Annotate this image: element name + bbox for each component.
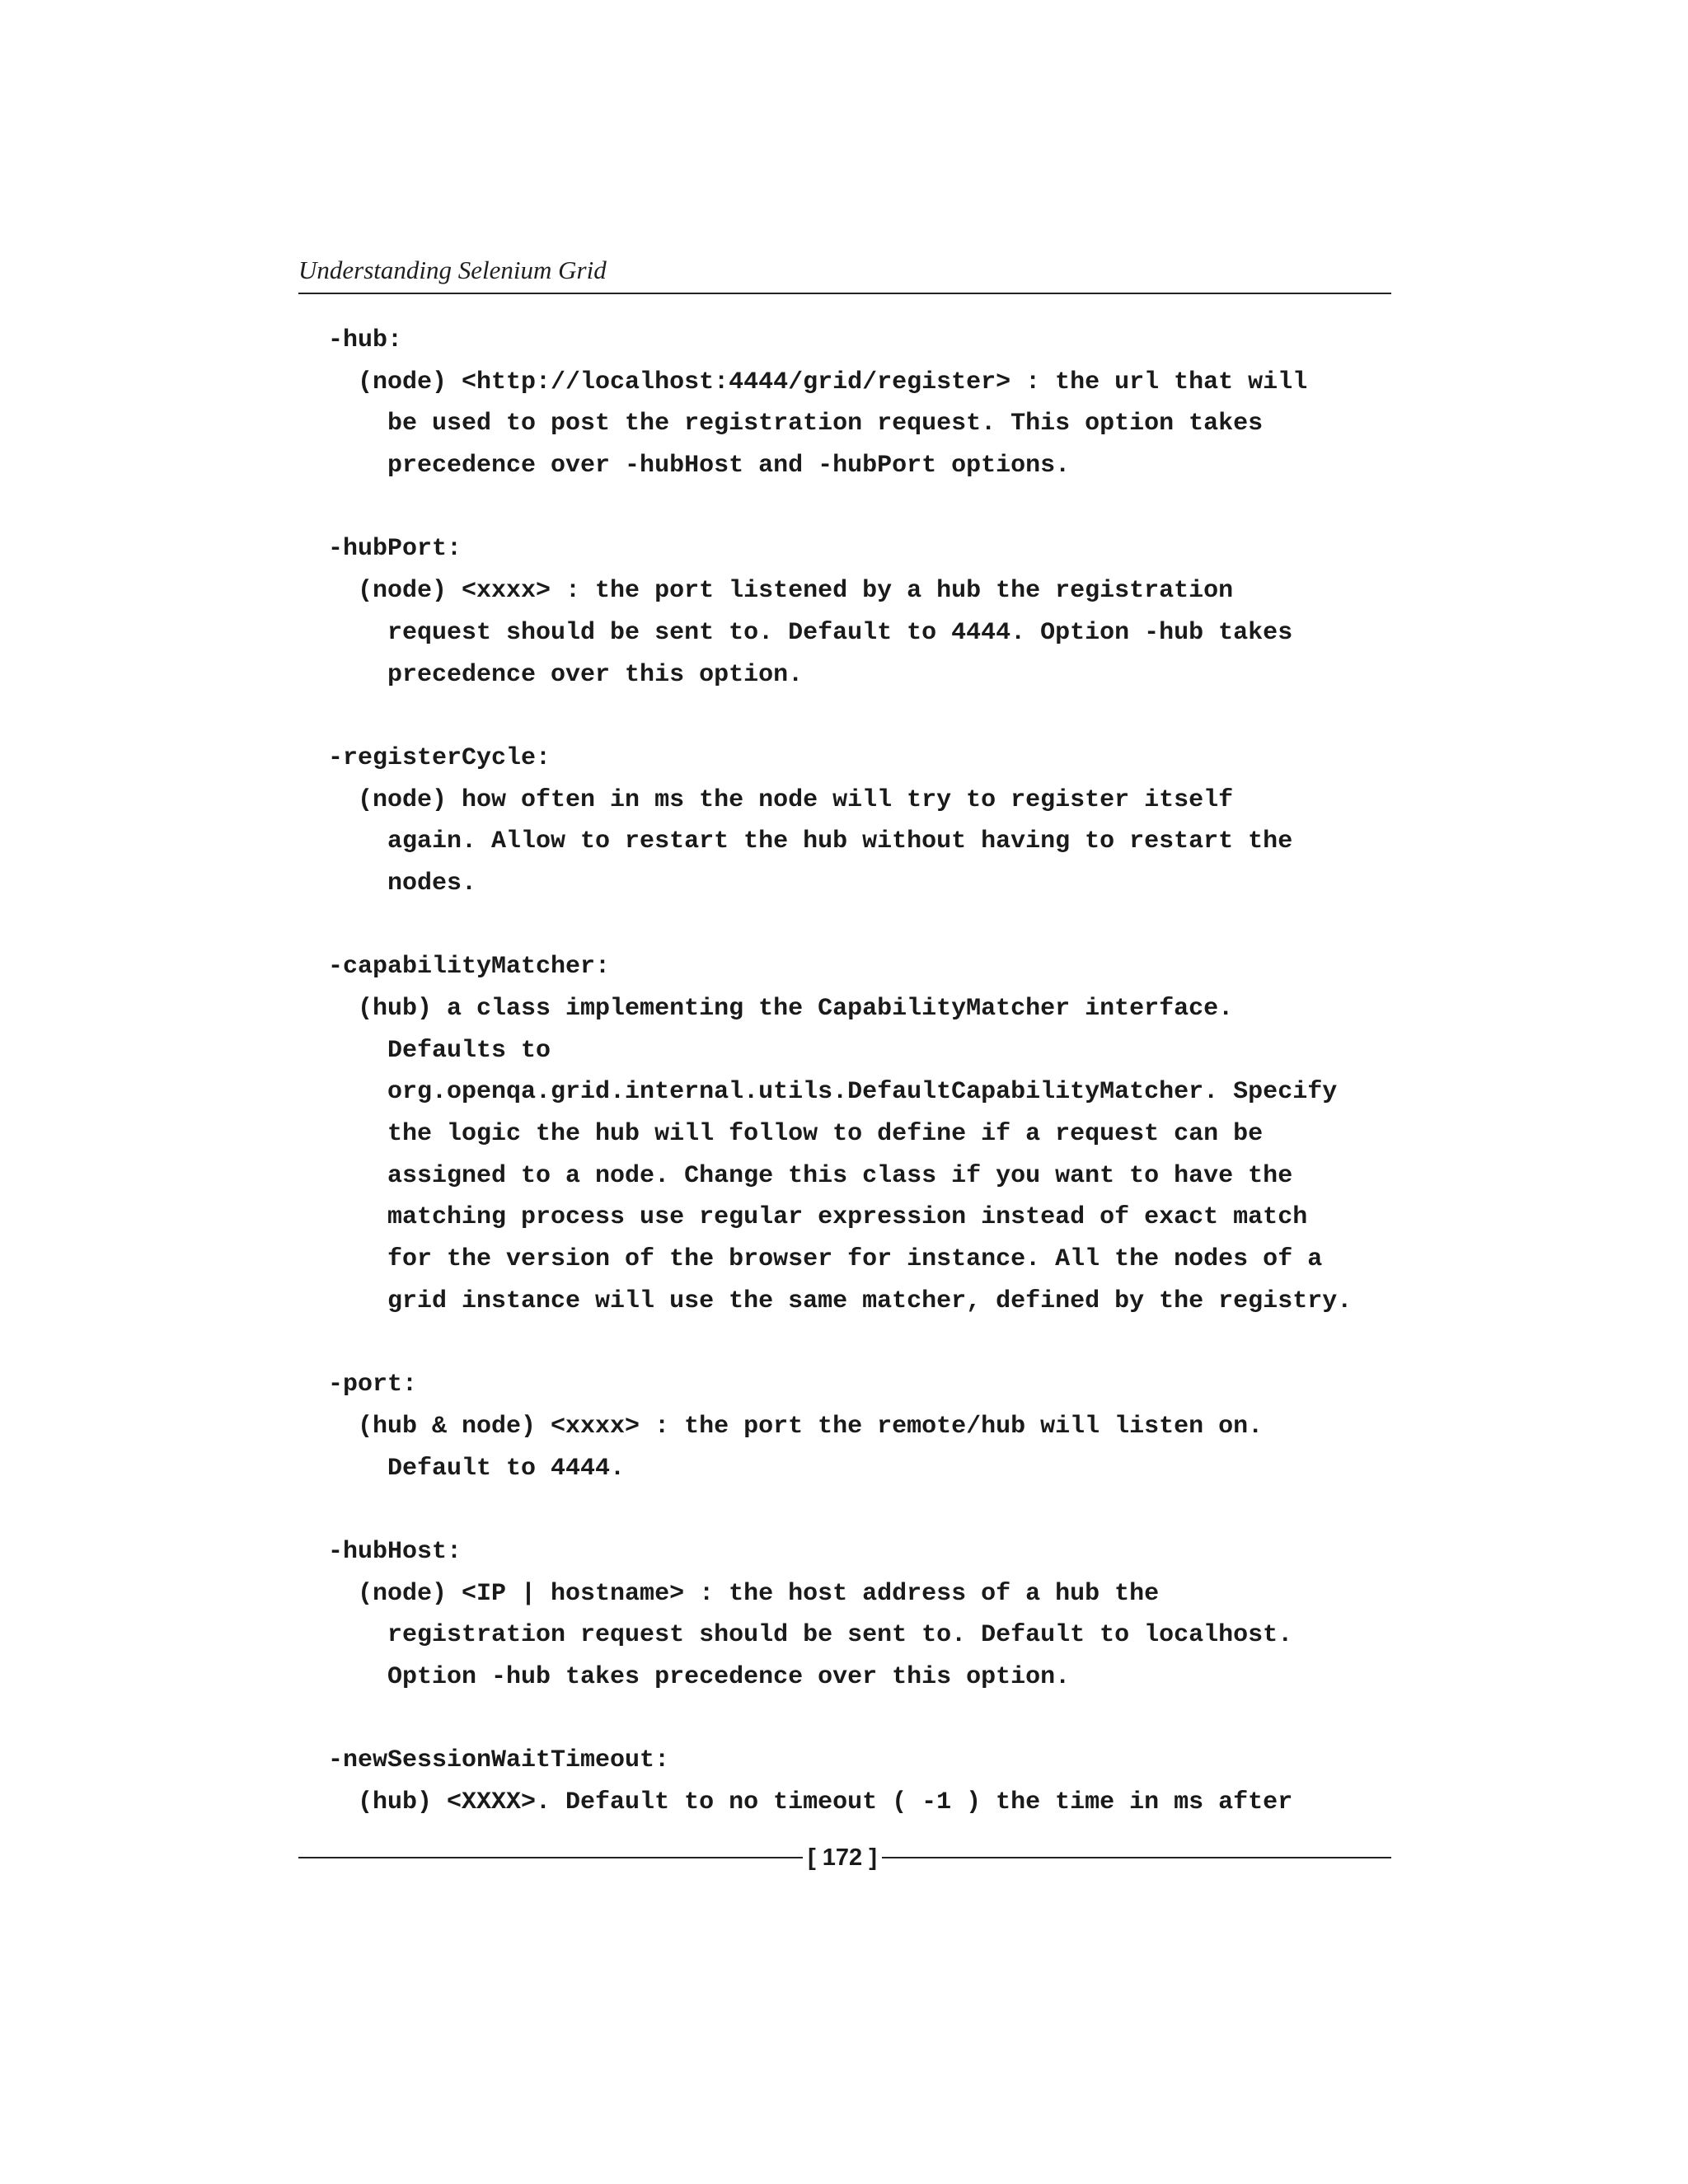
code-line: (hub) <XXXX>. Default to no timeout ( -1 ) the time in ms after [328, 1788, 1293, 1817]
code-line: precedence over this option. [328, 660, 804, 689]
code-line: for the version of the browser for instance. All the nodes of a [328, 1245, 1323, 1274]
code-line: matching process use regular expression instead of exact match [328, 1203, 1308, 1232]
running-header: Understanding Selenium Grid [298, 255, 607, 284]
code-line: -hubPort: [328, 535, 462, 564]
code-line: (node) <IP | hostname> : the host address of a hub the [328, 1579, 1160, 1608]
code-line: grid instance will use the same matcher, defined by the registry. [328, 1286, 1353, 1315]
code-line: Default to 4444. [328, 1454, 626, 1483]
code-line: org.openqa.grid.internal.utils.DefaultCapabilityMatcher. Specify [328, 1078, 1338, 1107]
code-line [328, 1323, 1391, 1365]
code-line: precedence over -hubHost and -hubPort options. [328, 452, 1071, 480]
code-line: -port: [328, 1371, 418, 1399]
code-line: again. Allow to restart the hub without having to restart the [328, 827, 1293, 856]
code-line: Option -hub takes precedence over this option. [328, 1663, 1071, 1691]
code-line: request should be sent to. Default to 4444. Option -hub takes [328, 618, 1293, 647]
code-line: (node) <xxxx> : the port listened by a hub the registration [328, 577, 1234, 606]
header-rule [298, 293, 1391, 294]
code-line: (node) how often in ms the node will try to register itself [328, 785, 1234, 814]
code-listing [328, 320, 1391, 1824]
code-line: registration request should be sent to. Default to localhost. [328, 1621, 1293, 1650]
code-line: (node) <http://localhost:4444/grid/register> : the url that will [328, 368, 1308, 396]
footer-rule-left [298, 1857, 803, 1858]
code-line: be used to post the registration request. This option takes [328, 410, 1264, 438]
footer-rule-right [882, 1857, 1391, 1858]
code-line: -newSessionWaitTimeout: [328, 1746, 670, 1775]
code-line [328, 1699, 1391, 1741]
code-line: assigned to a node. Change this class if you want to have the [328, 1161, 1293, 1190]
code-line: (hub & node) <xxxx> : the port the remote/hub will listen on. [328, 1412, 1264, 1441]
code-line: -hubHost: [328, 1537, 462, 1566]
code-line [328, 905, 1391, 947]
code-line: -hub: [328, 326, 403, 354]
code-line [328, 1489, 1391, 1531]
page-number: [ 172 ] [808, 1844, 877, 1871]
code-line: Defaults to [328, 1036, 551, 1065]
code-line: -registerCycle: [328, 743, 551, 772]
code-line: the logic the hub will follow to define if a request can be [328, 1120, 1264, 1149]
code-line: nodes. [328, 869, 477, 898]
code-line [328, 696, 1391, 738]
code-line [328, 487, 1391, 529]
code-line: -capabilityMatcher: [328, 953, 611, 982]
code-line: (hub) a class implementing the CapabilityMatcher interface. [328, 995, 1234, 1023]
